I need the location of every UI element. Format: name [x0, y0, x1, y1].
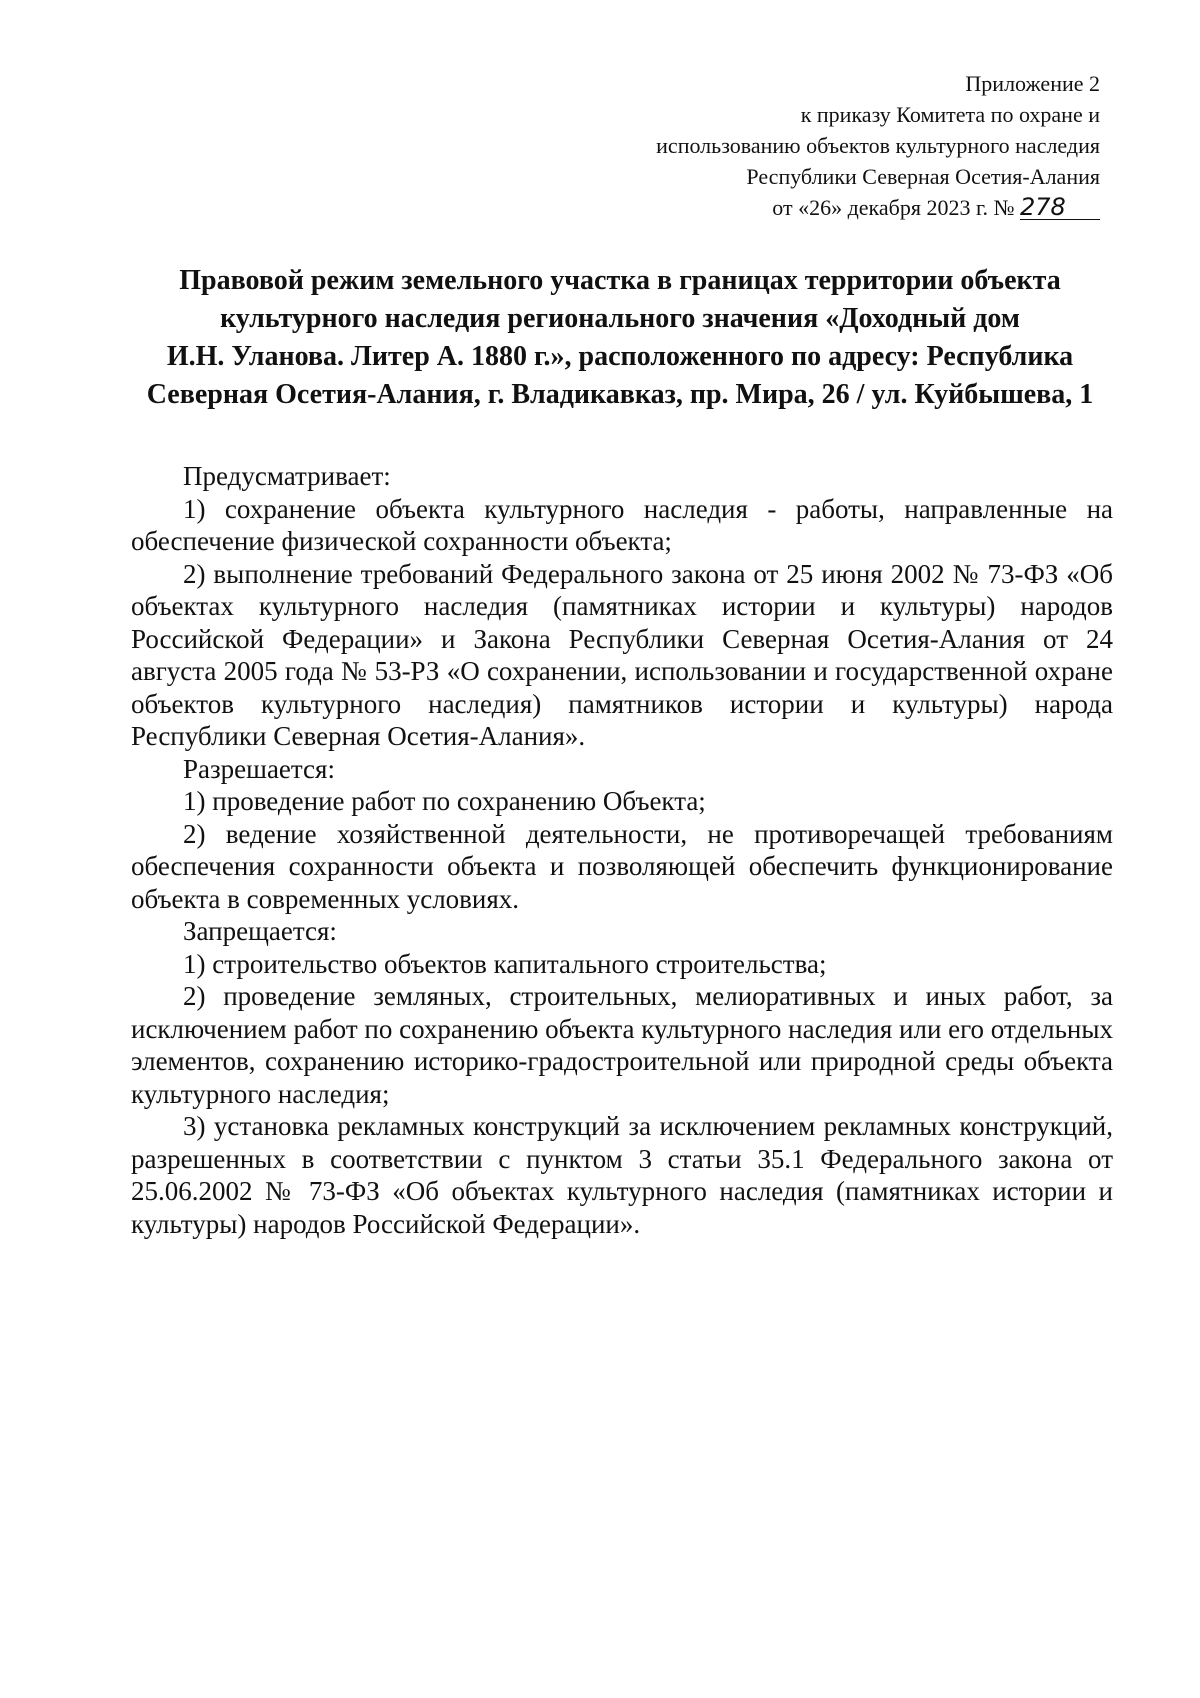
- prohibited-heading: Запрещается:: [183, 916, 337, 946]
- allowed-item-2: 2) ведение хозяйственной деятельности, не противоречащей требованиям обеспечения сохранности объекта и позволяющей обеспечить функционирование объекта в современных условиях.: [131, 818, 1113, 914]
- appendix-republic: Республики Северная Осетия-Алания: [746, 164, 1100, 189]
- appendix-date: от «26» декабря 2023 г. №: [772, 195, 1015, 220]
- document-body: [131, 460, 1113, 1240]
- appendix-order-ref: к приказу Комитета по охране и: [800, 102, 1100, 127]
- appendix-number: Приложение 2: [965, 71, 1100, 96]
- provides-heading: Предусматривает:: [183, 461, 391, 491]
- prohibited-item-2: 2) проведение земляных, строительных, мелиоративных и иных работ, за исключением работ по сохранению объекта культурного наследия или его отдельных элементов, сохранению историко-градостроительной или природной среды объекта культурного наследия;: [131, 981, 1113, 1109]
- appendix-committee: использованию объектов культурного наследия: [656, 133, 1100, 158]
- title-line-1: Правовой режим земельного участка в границах территории объекта: [179, 265, 1061, 296]
- title-line-3: И.Н. Уланова. Литер А. 1880 г.», расположенного по адресу: Республика: [166, 341, 1074, 372]
- handwritten-order-number: 278: [1020, 195, 1100, 220]
- title-line-2: культурного наследия регионального значения «Доходный дом: [220, 303, 1020, 334]
- appendix-date-line: [656, 192, 1100, 223]
- provides-item-2: 2) выполнение требований Федерального закона от 25 июня 2002 № 73-ФЗ «Об объектах культурного наследия (памятниках истории и культуры) народов Российской Федерации» и Закона Республики Северная Осетия-Алания от 24 августа 2005 года № 53-РЗ «О сохранении, использовании и государственной охране объектов культурного наследия) памятников истории и культуры) народа Республики Северная Осетия-Алания».: [131, 558, 1113, 751]
- allowed-item-1: 1) проведение работ по сохранению Объекта;: [183, 786, 706, 816]
- title-line-4: Северная Осетия-Алания, г. Владикавказ, пр. Мира, 26 / ул. Куйбышева, 1: [146, 379, 1094, 410]
- prohibited-item-3: 3) установка рекламных конструкций за исключением рекламных конструкций, разрешенных в соответствии с пунктом 3 статьи 35.1 Федерального закона от 25.06.2002 № 73-ФЗ «Об объектах культурного наследия (памятниках истории и культуры) народов Российской Федерации».: [131, 1111, 1113, 1239]
- document-title: [130, 262, 1110, 414]
- appendix-header: [656, 68, 1100, 223]
- prohibited-item-1: 1) строительство объектов капитального строительства;: [183, 948, 827, 979]
- provides-item-1: 1) сохранение объекта культурного наследия - работы, направленные на обеспечение физической сохранности объекта;: [131, 493, 1113, 556]
- allowed-heading: Разрешается:: [183, 753, 335, 784]
